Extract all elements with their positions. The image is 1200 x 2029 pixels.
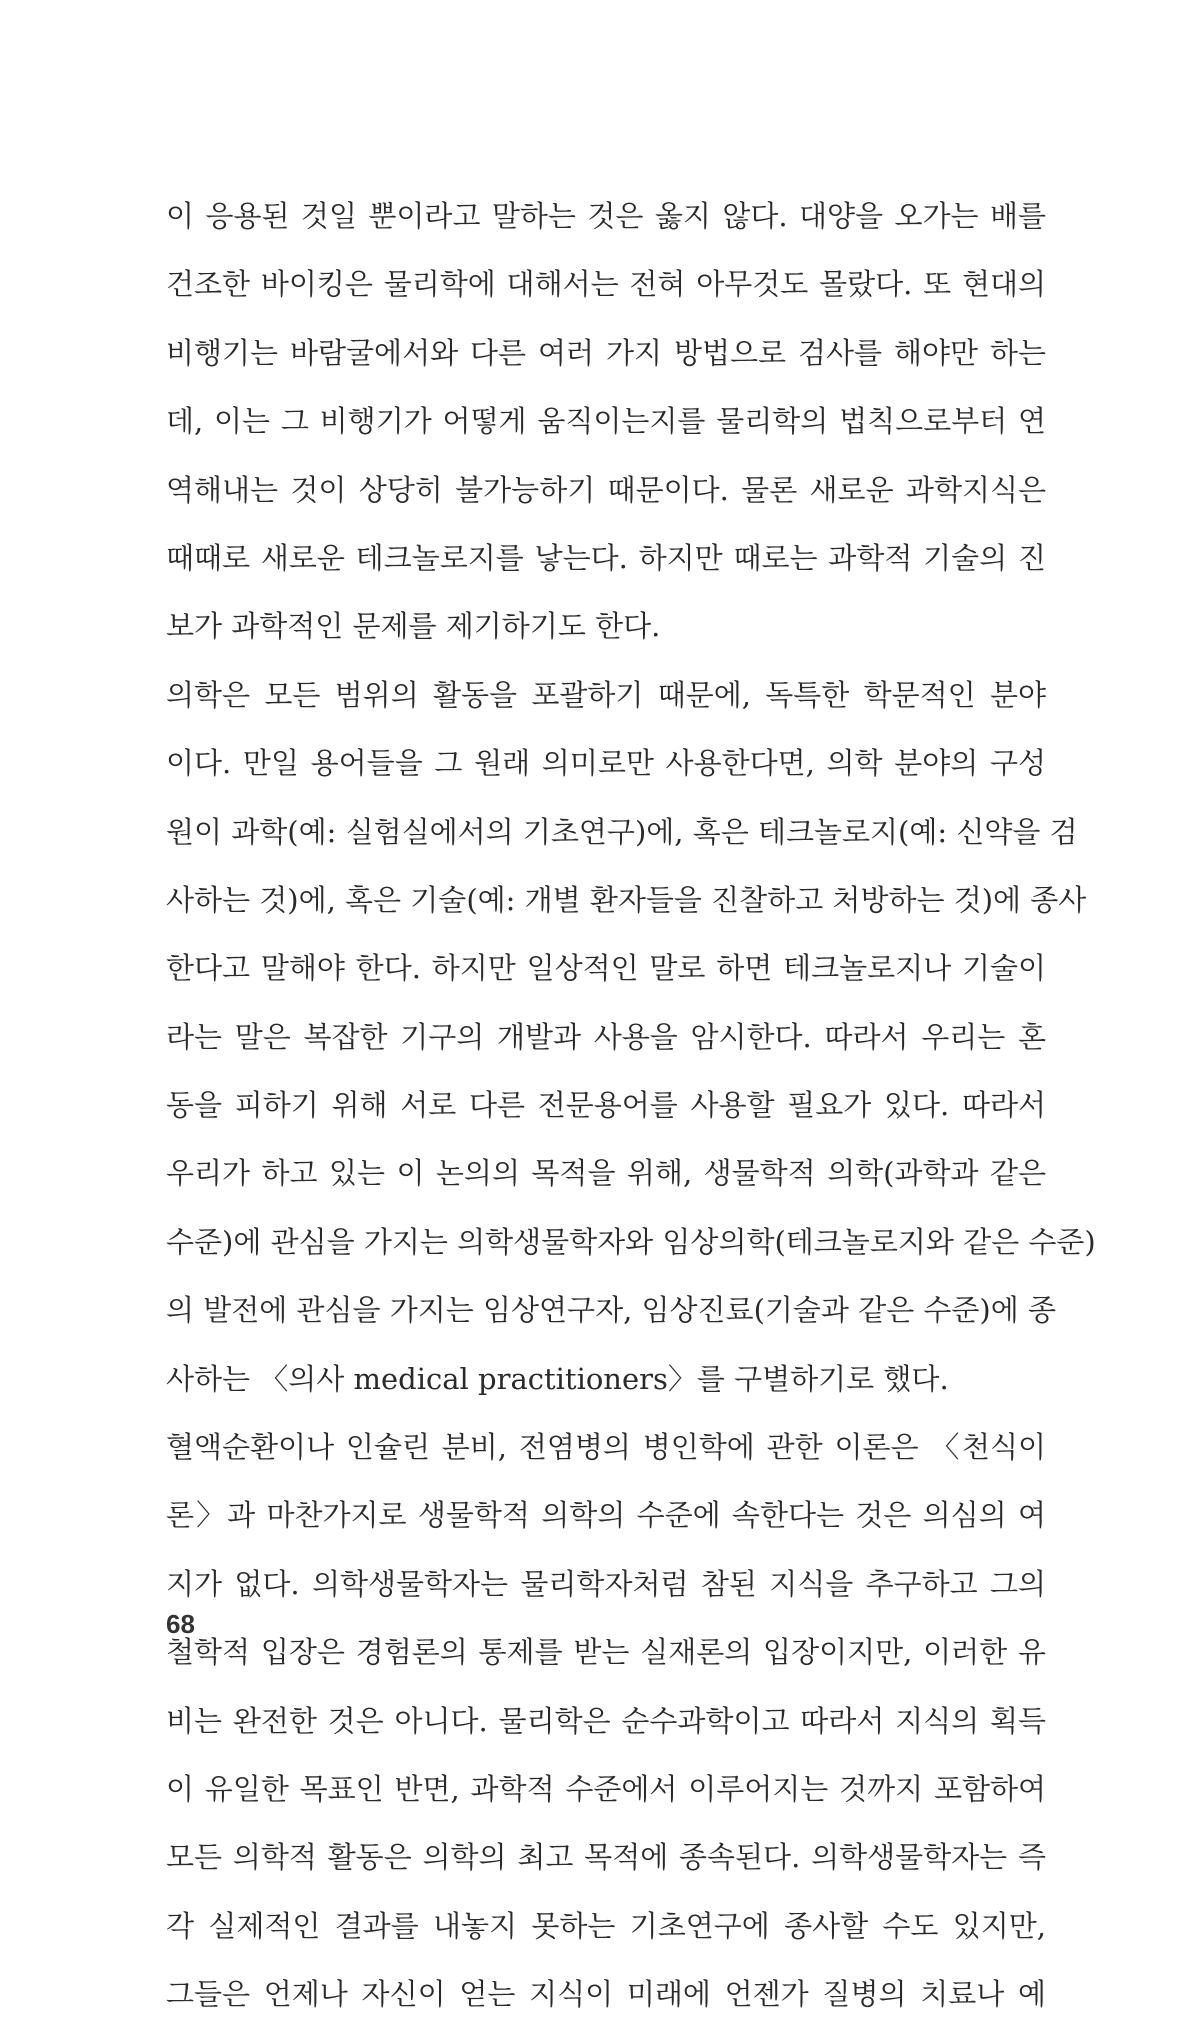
text-line: 역해내는 것이 상당히 불가능하기 때문이다. 물론 새로운 과학지식은 — [166, 472, 1046, 507]
text-line: 모든 의학적 활동은 의학의 최고 목적에 종속된다. 의학생물학자는 즉 — [166, 1840, 1046, 1875]
text-line: 그들은 언제나 자신이 얻는 지식이 미래에 언젠가 질병의 치료나 예 — [166, 1977, 1046, 2012]
text-line: 건조한 바이킹은 물리학에 대해서는 전혀 아무것도 몰랐다. 또 현대의 — [166, 267, 1046, 302]
text-line: 이 응용된 것일 뿐이라고 말하는 것은 옳지 않다. 대양을 오가는 배를 — [166, 199, 1046, 233]
text-line: 철학적 입장은 경험론의 통제를 받는 실재론의 입장이지만, 이러한 유 — [166, 1635, 1046, 1670]
page-number: 68 — [166, 1609, 195, 1639]
text-line: 비는 완전한 것은 아니다. 물리학은 순수과학이고 따라서 지식의 획득 — [166, 1703, 1046, 1738]
text-line: 한다고 말해야 한다. 하지만 일상적인 말로 하면 테크놀로지나 기술이 — [166, 951, 1046, 986]
text-line: 각 실제적인 결과를 내놓지 못하는 기초연구에 종사할 수도 있지만, — [166, 1908, 1046, 1943]
text-line: 라는 말은 복잡한 기구의 개발과 사용을 암시한다. 따라서 우리는 혼 — [166, 1019, 1046, 1054]
text-line: 론〉과 마찬가지로 생물학적 의학의 수준에 속한다는 것은 의심의 여 — [166, 1498, 1046, 1533]
text-line: 이 유일한 목표인 반면, 과학적 수준에서 이루어지는 것까지 포함하여 — [166, 1771, 1046, 1806]
text-line: 의학은 모든 범위의 활동을 포괄하기 때문에, 독특한 학문적인 분야 — [166, 677, 1046, 712]
text-line: 때때로 새로운 테크놀로지를 낳는다. 하지만 때로는 과학적 기술의 진 — [166, 540, 1046, 575]
text-line: 사하는 〈의사 medical practitioners〉를 구별하기로 했다. — [166, 1361, 949, 1396]
text-line: 보가 과학적인 문제를 제기하기도 한다. — [166, 609, 661, 644]
text-line: 데, 이는 그 비행기가 어떻게 움직이는지를 물리학의 법칙으로부터 연 — [166, 404, 1046, 439]
text-line: 의 발전에 관심을 가지는 임상연구자, 임상진료(기술과 같은 수준)에 종 — [166, 1293, 1056, 1328]
text-line: 동을 피하기 위해 서로 다른 전문용어를 사용할 필요가 있다. 따라서 — [166, 1088, 1046, 1123]
text-line: 우리가 하고 있는 이 논의의 목적을 위해, 생물학적 의학(과학과 같은 — [166, 1156, 1046, 1191]
body-text — [166, 182, 1096, 2029]
text-line: 지가 없다. 의학생물학자는 물리학자처럼 참된 지식을 추구하고 그의 — [166, 1566, 1046, 1601]
text-line: 비행기는 바람굴에서와 다른 여러 가지 방법으로 검사를 해야만 하는 — [166, 335, 1046, 370]
text-line: 이다. 만일 용어들을 그 원래 의미로만 사용한다면, 의학 분야의 구성 — [166, 746, 1046, 781]
text-line: 원이 과학(예: 실험실에서의 기초연구)에, 혹은 테크놀로지(예: 신약을 검 — [166, 814, 1078, 849]
text-line: 혈액순환이나 인슐린 분비, 전염병의 병인학에 관한 이론은 〈천식이 — [166, 1430, 1046, 1465]
text-line: 사하는 것)에, 혹은 기술(예: 개별 환자들을 진찰하고 처방하는 것)에 종사 — [166, 882, 1087, 917]
text-line: 수준)에 관심을 가지는 의학생물학자와 임상의학(테크놀로지와 같은 수준) — [166, 1224, 1096, 1259]
